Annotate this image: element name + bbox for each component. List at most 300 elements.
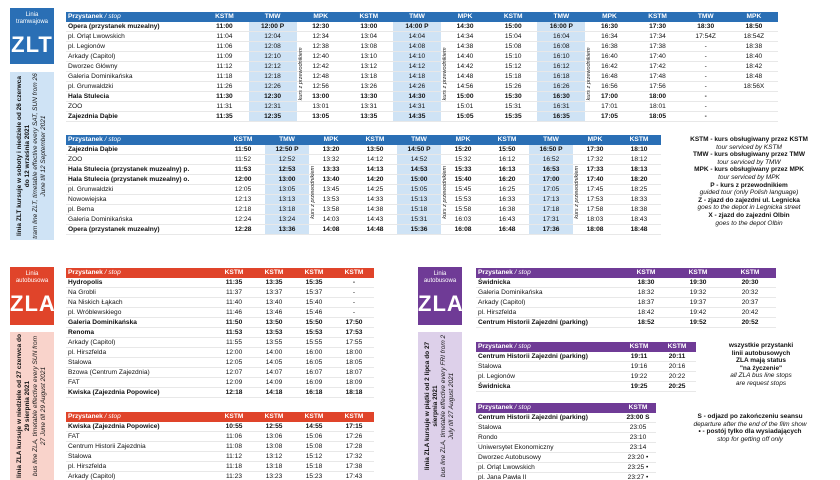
zla-sunday-line-code: ZLA [10, 291, 56, 316]
departure-time: 18:30 [682, 22, 730, 32]
departure-time: 15:00 [489, 22, 537, 32]
departure-time: 16:26 [537, 81, 585, 91]
departure-time: 14:08 [309, 224, 353, 234]
table-row [66, 81, 778, 91]
table-row [66, 214, 661, 224]
legend-translation: stop for getting off only [717, 435, 783, 443]
departure-time: 15:00 [397, 174, 441, 184]
departure-time: 15:55 [294, 337, 334, 347]
departure-time: 12:00 P [249, 22, 297, 32]
departure-time: 20:11 [658, 352, 696, 362]
table-row [66, 347, 374, 357]
departure-time: 15:08 [489, 41, 537, 51]
stop-name: Stalowa [66, 451, 214, 461]
zla-sunday-timetable-1 [66, 268, 374, 398]
departure-time: 18:33 [617, 194, 661, 204]
departure-time: 20:16 [658, 361, 696, 371]
departure-time: 17:30 [573, 145, 617, 155]
departure-time: 13:06 [254, 431, 294, 441]
stop-name: pl. Orląt Lwowskich [66, 31, 200, 41]
departure-time: 17:54Z [682, 31, 730, 41]
departure-time: 12:26 [249, 81, 297, 91]
departure-time: 16:25 [485, 184, 529, 194]
stop-name: Opera (przystanek muzealny) [66, 22, 200, 32]
departure-time: 15:18 [397, 204, 441, 214]
legend-translation: tour serviced by TMW [717, 158, 781, 166]
departure-time: 16:10 [537, 51, 585, 61]
table-row [66, 317, 374, 327]
departure-time: 13:50 [353, 145, 397, 155]
departure-time: 20:37 [724, 297, 776, 307]
departure-time: 15:35 [489, 111, 537, 121]
operator-column-header: MPK [441, 135, 485, 145]
legend-translation: goes to the depot Olbin [715, 219, 783, 227]
departure-time: 17:45 [573, 184, 617, 194]
departure-time: - [334, 278, 374, 288]
table-row [66, 51, 778, 61]
operator-column-header: KSTM [334, 268, 374, 278]
operator-column-header: MPK [730, 12, 778, 22]
departure-time: 14:34 [441, 31, 489, 41]
legend-translation: goes to the depot in Legnicka street [697, 204, 801, 212]
departure-time: 18:42 [730, 61, 778, 71]
departure-time: 10:55 [214, 422, 254, 432]
departure-time: 15:58 [441, 204, 485, 214]
departure-time: 18:54Z [730, 31, 778, 41]
departure-time: 12:40 [297, 51, 345, 61]
table-row [66, 431, 374, 441]
departure-time: 12:18 [214, 387, 254, 397]
departure-time: 18:09 [334, 377, 374, 387]
departure-time: 12:50 P [265, 145, 309, 155]
legend [664, 136, 834, 227]
zla-sunday-badge [10, 267, 54, 325]
stop-name: Stalowa [476, 361, 620, 371]
table-row [66, 461, 374, 471]
departure-time: 18:25 [617, 184, 661, 194]
departure-time: 17:48 [634, 71, 682, 81]
legend-translation: departure after the end of the film show [693, 420, 807, 428]
stop-name: Dworzec Główny [66, 61, 200, 71]
departure-time: 20:25 [658, 381, 696, 391]
departure-time: 17:00 [529, 174, 573, 184]
legend-entry: X - zjazd do zajezdni Olbin [708, 211, 790, 219]
departure-time: 17:58 [573, 204, 617, 214]
table-row [476, 297, 776, 307]
zlt-line-code: ZLT [11, 32, 53, 57]
table-row [476, 452, 656, 462]
operator-column-header: MPK [573, 135, 617, 145]
legend-translation: tour serviced by KSTM [716, 143, 782, 151]
departure-time: 13:00 [297, 91, 345, 101]
stop-name: Galeria Dominikańska [66, 214, 221, 224]
stop-name: pl. Orląt Lwowskich [476, 462, 620, 472]
table-row [476, 317, 776, 327]
stop-name: Opera (przystanek muzealny) [66, 224, 221, 234]
operator-column-header: KSTM [489, 12, 537, 22]
departure-time: 13:23 [254, 471, 294, 480]
departure-time: 12:00 [214, 347, 254, 357]
departure-time: 13:12 [254, 451, 294, 461]
stop-name: Galeria Dominikańska [66, 71, 200, 81]
departure-time: 17:00 [585, 91, 633, 101]
stop-name: pl. Hirszfelda [66, 461, 214, 471]
stop-column-header: Przystanek / stop [66, 12, 200, 22]
departure-time: 18:50 [730, 22, 778, 32]
table-row [66, 337, 374, 347]
departure-time: 15:31 [397, 214, 441, 224]
departure-time: 16:18 [294, 387, 334, 397]
departure-time: 17:05 [529, 184, 573, 194]
stop-name: Centrum Historii Zajezdni (parking) [476, 413, 620, 423]
departure-time: 11:50 [221, 145, 265, 155]
zlt-note-pl: linia ZLT kursuje w soboty i niedziele od 26 czerwca do 12 września 2021 [16, 76, 31, 236]
operator-column-header: TMW [529, 135, 573, 145]
departure-time: 11:06 [214, 431, 254, 441]
table-row [66, 297, 374, 307]
departure-time: 16:48 [485, 224, 529, 234]
departure-time: 18:48 [730, 71, 778, 81]
departure-time: 14:52 [397, 154, 441, 164]
table-row [66, 451, 374, 461]
departure-time: 14:04 [393, 31, 441, 41]
departure-time: 14:18 [254, 387, 294, 397]
departure-time: 14:33 [353, 194, 397, 204]
departure-time: 12:24 [221, 214, 265, 224]
departure-time: 16:20 [485, 174, 529, 184]
departure-time: 15:05 [397, 184, 441, 194]
stop-name: Arkady (Capitol) [66, 471, 214, 480]
departure-time: 18:38 [730, 41, 778, 51]
table-row [66, 71, 778, 81]
table-row [66, 184, 661, 194]
stop-name: Na Grobli [66, 287, 214, 297]
departure-time: 16:03 [441, 214, 485, 224]
departure-time: 17:50 [334, 317, 374, 327]
departure-time: 11:46 [214, 307, 254, 317]
departure-time: 16:38 [485, 204, 529, 214]
departure-time: 16:40 [585, 51, 633, 61]
departure-time: 12:18 [249, 71, 297, 81]
departure-time: - [334, 307, 374, 317]
departure-time: 13:05 [265, 184, 309, 194]
departure-time: 14:42 [441, 61, 489, 71]
stop-name: Stalowa [476, 422, 620, 432]
departure-time: 12:28 [221, 224, 265, 234]
departure-time: 17:32 [573, 154, 617, 164]
departure-time: 20:52 [724, 317, 776, 327]
stop-name: Na Niskich Łąkach [66, 297, 214, 307]
table-row [66, 441, 374, 451]
table-row [476, 278, 776, 288]
departure-time: 13:04 [345, 31, 393, 41]
departure-time: 13:00 [345, 22, 393, 32]
departure-time [730, 101, 778, 111]
departure-time: 17:28 [334, 441, 374, 451]
departure-time: 18:05 [634, 111, 682, 121]
stop-name: Dworzec Autobusowy [476, 452, 620, 462]
operator-column-header: KSTM [634, 12, 682, 22]
table-row [66, 377, 374, 387]
departure-time: - [334, 297, 374, 307]
departure-time: 18:08 [573, 224, 617, 234]
departure-time: 12:00 [221, 174, 265, 184]
departure-time: 17:33 [573, 164, 617, 174]
stop-name: Hala Stulecia (przystanek muzealny) o. [66, 174, 221, 184]
table-row [476, 361, 696, 371]
departure-time: 14:53 [397, 164, 441, 174]
stop-name: Hala Stulecia [66, 91, 200, 101]
departure-time: 17:38 [334, 461, 374, 471]
departure-time: 16:09 [294, 377, 334, 387]
departure-time: 18:05 [334, 357, 374, 367]
departure-time: 19:37 [672, 297, 724, 307]
departure-time: 15:36 [397, 224, 441, 234]
departure-time: 15:18 [489, 71, 537, 81]
stop-name: Arkady (Capitol) [66, 51, 200, 61]
departure-time: 11:31 [200, 101, 248, 111]
table-row [66, 224, 661, 234]
night-notes [662, 413, 838, 443]
departure-time [730, 111, 778, 121]
guided-tour-label: kurs z przewodnikiem [586, 47, 593, 101]
departure-time: 11:37 [214, 287, 254, 297]
departure-time: 14:25 [353, 184, 397, 194]
table-row [66, 61, 778, 71]
departure-time: 17:05 [585, 111, 633, 121]
departure-time: 18:01 [634, 101, 682, 111]
departure-time: 13:40 [254, 297, 294, 307]
departure-time: 18:12 [617, 154, 661, 164]
departure-time: 12:56 [297, 81, 345, 91]
table-row [66, 287, 374, 297]
departure-time: 16:56 [585, 81, 633, 91]
departure-time: 12:07 [214, 367, 254, 377]
departure-time: 16:35 [537, 111, 585, 121]
operator-column-header: KSTM [672, 268, 724, 278]
zlt-note-en: tram line ZLT, timetable effective every SAT, SUN from 26 June till 12 September 2021 [32, 73, 47, 239]
guided-tour-label: kurs z przewodnikiem [310, 166, 316, 220]
stop-column-header: Przystanek / stop [66, 412, 214, 422]
departure-time: 12:08 [249, 41, 297, 51]
guided-tour-label: kurs z przewodnikiem [442, 47, 448, 101]
departure-time: 15:05 [441, 111, 489, 121]
guided-tour-label: kurs z przewodnikiem [442, 166, 448, 220]
departure-time: 23:20 • [620, 452, 656, 462]
departure-time: 18:03 [573, 214, 617, 224]
departure-time: 14:48 [353, 224, 397, 234]
departure-time: 16:31 [537, 101, 585, 111]
departure-time: 13:26 [345, 81, 393, 91]
departure-time: 11:08 [214, 441, 254, 451]
departure-time: 14:00 P [393, 22, 441, 32]
departure-time: 16:52 [529, 154, 573, 164]
table-row [476, 462, 656, 472]
departure-time: 17:40 [634, 51, 682, 61]
departure-time: 17:56 [634, 81, 682, 91]
departure-time: 12:12 [249, 61, 297, 71]
legend-entry: linii autobusowych [731, 349, 791, 357]
departure-time: 11:18 [200, 71, 248, 81]
departure-time: 17:30 [634, 22, 682, 32]
departure-time: 18:00 [634, 91, 682, 101]
departure-time: 13:24 [265, 214, 309, 224]
departure-time: 14:12 [353, 154, 397, 164]
table-row [66, 31, 778, 41]
departure-time: 15:08 [294, 441, 334, 451]
departure-time: 19:16 [620, 361, 658, 371]
stop-name: Kwiska (Zajezdnia Popowice) [66, 387, 214, 397]
departure-time: 15:50 [485, 145, 529, 155]
departure-time: 15:35 [294, 278, 334, 288]
stop-name: Renoma [66, 327, 214, 337]
departure-time: 11:09 [200, 51, 248, 61]
departure-time: 16:33 [485, 194, 529, 204]
departure-time: 13:08 [254, 441, 294, 451]
departure-time: 18:20 [617, 174, 661, 184]
stop-name: ZOO [66, 101, 200, 111]
zla-friday-line-code: ZLA [418, 291, 464, 316]
departure-time: 15:20 [441, 145, 485, 155]
legend-entry: ZLA mają status [736, 357, 786, 365]
departure-time: 16:08 [537, 41, 585, 51]
departure-time: 15:53 [441, 194, 485, 204]
departure-time: 17:26 [334, 431, 374, 441]
operator-column-header: TMW [397, 135, 441, 145]
departure-time: 17:01 [585, 101, 633, 111]
departure-time: 17:36 [529, 224, 573, 234]
table-row [476, 422, 656, 432]
departure-time: 18:10 [617, 145, 661, 155]
departure-time: 18:42 [620, 307, 672, 317]
operator-column-header: KSTM [620, 268, 672, 278]
departure-time: 18:30 [620, 278, 672, 288]
departure-time: 16:43 [485, 214, 529, 224]
operator-column-header: KSTM [724, 268, 776, 278]
departure-time: 15:31 [489, 101, 537, 111]
table-row [476, 472, 656, 480]
departure-time: 16:38 [585, 41, 633, 51]
departure-time: 14:18 [393, 71, 441, 81]
departure-time: 19:42 [672, 307, 724, 317]
departure-time: 18:18 [334, 387, 374, 397]
stop-name: Hala Stulecia (przystanek muzealny) p. [66, 164, 221, 174]
stop-name: Centrum Historii Zajezdni (parking) [476, 352, 620, 362]
departure-time: 18:56X [730, 81, 778, 91]
table-row [66, 387, 374, 397]
zla-sunday-validity-note [10, 332, 54, 480]
departure-time: 15:37 [294, 287, 334, 297]
departure-time: 14:48 [441, 71, 489, 81]
departure-time: 13:40 [309, 174, 353, 184]
stop-name: pl. Legionów [476, 371, 620, 381]
departure-time: 14:09 [254, 377, 294, 387]
departure-time: 19:52 [672, 317, 724, 327]
operator-column-header: KSTM [620, 403, 656, 413]
operator-column-header: KSTM [294, 412, 334, 422]
zlt-timetable-outbound [66, 12, 778, 122]
departure-time: 14:40 [441, 51, 489, 61]
operator-column-header: KSTM [214, 412, 254, 422]
legend-entry: P - kurs z przewodnikiem [710, 181, 788, 189]
zlt-validity-note [10, 72, 54, 240]
operator-column-header: KSTM [334, 412, 374, 422]
departure-time: 13:36 [265, 224, 309, 234]
operator-column-header: TMW [393, 12, 441, 22]
departure-time: 17:53 [334, 327, 374, 337]
departure-time: 15:12 [489, 61, 537, 71]
operator-column-header: KSTM [620, 342, 658, 352]
departure-time: - [682, 81, 730, 91]
departure-time: 15:40 [441, 174, 485, 184]
departure-time: 15:30 [489, 91, 537, 101]
departure-time: 17:42 [634, 61, 682, 71]
table-row [66, 278, 374, 288]
stop-name: Rondo [476, 432, 620, 442]
departure-time: 13:18 [345, 71, 393, 81]
zlt-badge [10, 8, 54, 64]
departure-time: - [682, 91, 730, 101]
table-row [66, 204, 661, 214]
operator-column-header: MPK [297, 12, 345, 22]
legend-entry: TMW - kurs obsługiwany przez TMW [693, 151, 805, 159]
operator-column-header: TMW [265, 135, 309, 145]
stop-name: pl. Grunwaldzki [66, 81, 200, 91]
departure-time: 15:04 [489, 31, 537, 41]
table-row [66, 101, 778, 111]
table-row [476, 371, 696, 381]
operator-column-header: MPK [441, 12, 489, 22]
departure-time: 13:37 [254, 287, 294, 297]
departure-time: 16:00 [294, 347, 334, 357]
departure-time: 13:18 [254, 461, 294, 471]
guided-tour-label: kurs z przewodnikiem [574, 166, 580, 220]
table-row [66, 164, 661, 174]
legend-translation: tour serviced by MPK [718, 173, 780, 181]
departure-time: 15:33 [441, 164, 485, 174]
departure-time: 14:31 [393, 101, 441, 111]
table-row [476, 307, 776, 317]
stop-name: Kwiska (Zajezdnia Popowice) [66, 422, 214, 432]
departure-time: 14:26 [393, 81, 441, 91]
zla-friday-timetable-1 [476, 268, 776, 328]
departure-time: 12:10 [249, 51, 297, 61]
departure-time: 11:35 [200, 111, 248, 121]
departure-time: 12:53 [265, 164, 309, 174]
departure-time [730, 91, 778, 101]
departure-time: 12:05 [221, 184, 265, 194]
departure-time: 12:55 [254, 422, 294, 432]
table-row [476, 287, 776, 297]
departure-time: 20:32 [724, 287, 776, 297]
departure-time: 12:09 [214, 377, 254, 387]
stop-column-header: Przystanek / stop [476, 403, 620, 413]
departure-time: 13:33 [309, 164, 353, 174]
departure-time: 13:20 [309, 145, 353, 155]
table-row [66, 41, 778, 51]
departure-time: 17:13 [529, 194, 573, 204]
departure-time: 13:31 [345, 101, 393, 111]
departure-time: 16:18 [537, 71, 585, 81]
departure-time: 14:55 [294, 422, 334, 432]
zla-sunday-note-en: bus line ZLA, timetable effective every SUN from 27 June till 29 August 2021 [32, 335, 47, 477]
operator-column-header: KSTM [214, 268, 254, 278]
departure-time: 18:38 [617, 204, 661, 214]
stop-name: Arkady (Capitol) [66, 337, 214, 347]
operator-column-header: TMW [249, 12, 297, 22]
departure-time: 11:06 [200, 41, 248, 51]
departure-time: 14:50 P [397, 145, 441, 155]
